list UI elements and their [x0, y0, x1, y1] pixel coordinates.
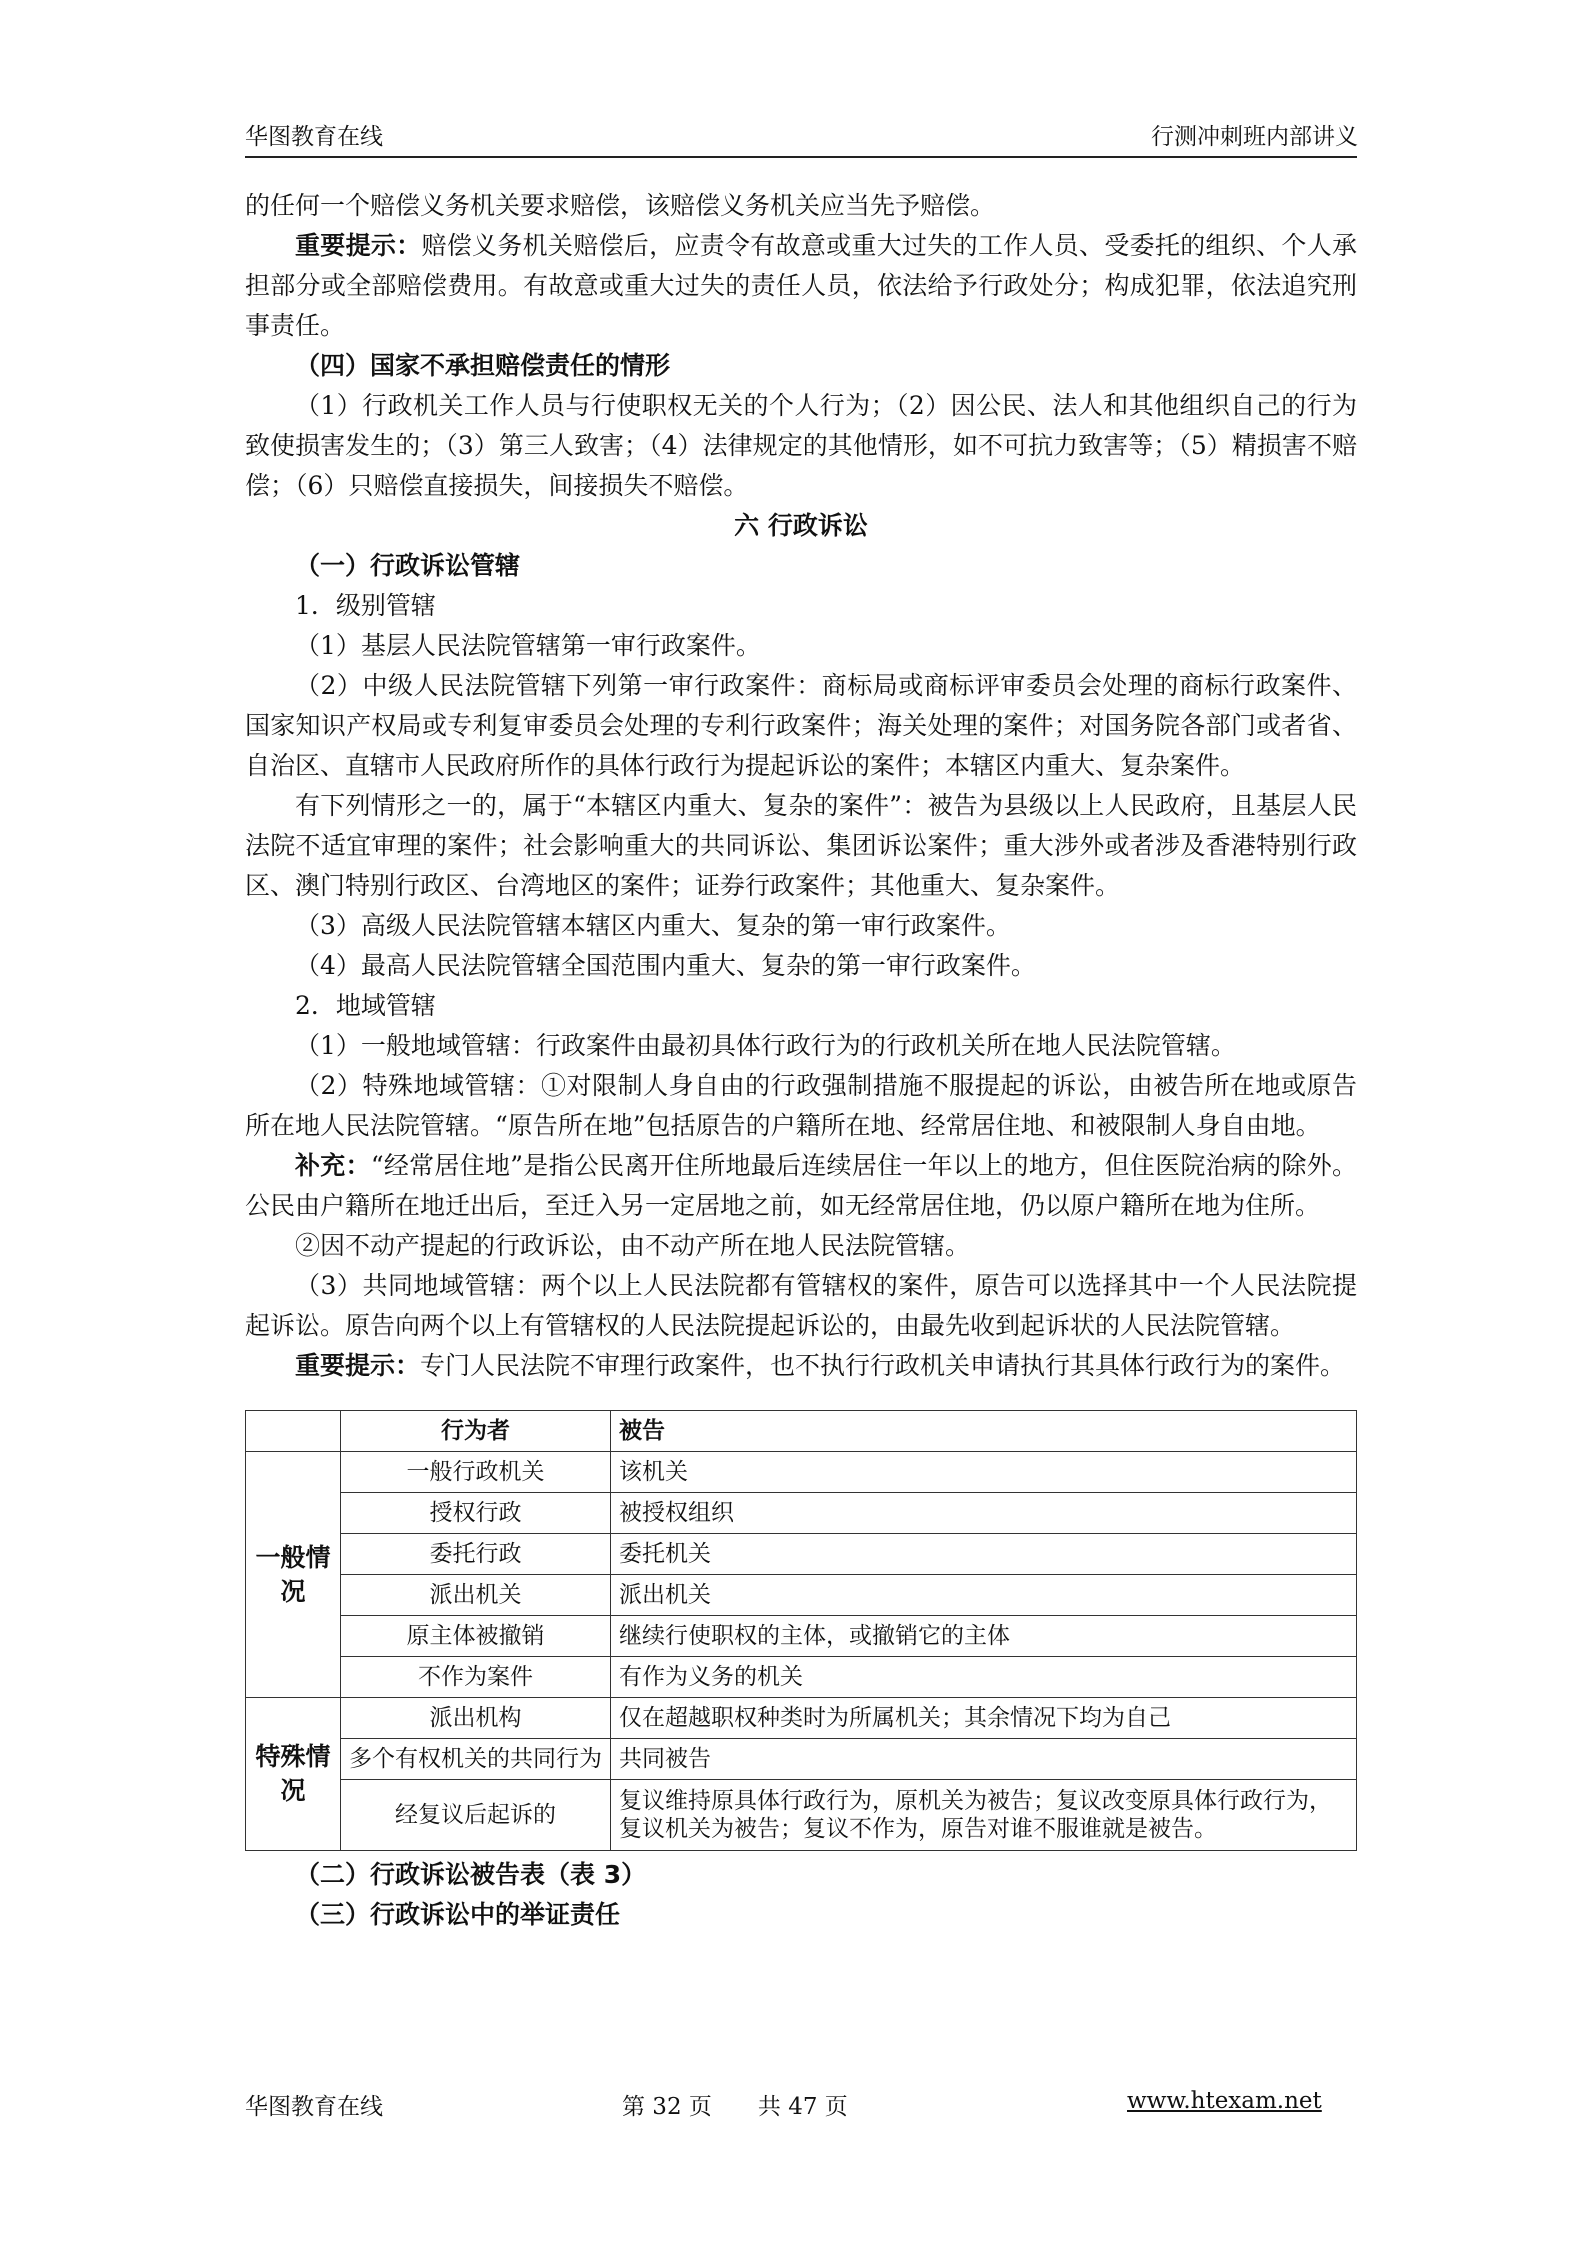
table-row [246, 1698, 1357, 1739]
defendant-cell: 仅在超越职权种类时为所属机关；其余情况下均为自己 [611, 1698, 1357, 1739]
actor-cell: 多个有权机关的共同行为 [341, 1739, 611, 1780]
group-label: 特殊情况 [246, 1698, 341, 1851]
actor-cell: 委托行政 [341, 1534, 611, 1575]
defendant-cell: 共同被告 [611, 1739, 1357, 1780]
group-label: 一般情况 [246, 1452, 341, 1698]
paragraph: 的任何一个赔偿义务机关要求赔偿，该赔偿义务机关应当先予赔偿。 [245, 191, 996, 220]
defendant-cell: 有作为义务的机关 [611, 1657, 1357, 1698]
paragraph: （4）最高人民法院管辖全国范围内重大、复杂的第一审行政案件。 [295, 951, 1036, 980]
defendant-cell: 该机关 [611, 1452, 1357, 1493]
defendant-cell: 复议维持原具体行政行为，原机关为被告；复议改变原具体行政行为，复议机关为被告；复议不作为，原告对谁不服谁就是被告。 [611, 1780, 1357, 1851]
paragraph: （2）中级人民法院管辖下列第一审行政案件：商标局或商标评审委员会处理的商标行政案件、国家知识产权局或专利复审委员会处理的专利行政案件；海关处理的案件；对国务院各部门或者省、自治区、直辖市人民政府所作的具体行政行为提起诉讼的案件；本辖区内重大、复杂案件。 [245, 671, 1357, 780]
actor-cell: 不作为案件 [341, 1657, 611, 1698]
footer-left: 华图教育在线 [245, 2094, 383, 2120]
subsection-heading: 1．级别管辖 [295, 591, 436, 620]
header-rule [245, 156, 1357, 158]
header-left: 华图教育在线 [245, 124, 383, 150]
footer-link[interactable]: www.htexam.net [1127, 2088, 1322, 2114]
note-text: “经常居住地”是指公民离开住所地最后连续居住一年以上的地方，但住医院治病的除外。公民由户籍所在地迁出后，至迁入另一定居地之前，如无经常居住地，仍以原户籍所在地为住所。 [245, 1151, 1357, 1220]
table-row [246, 1739, 1357, 1780]
section-heading: （二）行政诉讼被告表（表 3） [295, 1860, 647, 1889]
paragraph: （3）高级人民法院管辖本辖区内重大、复杂的第一审行政案件。 [295, 911, 1011, 940]
section-heading: （一）行政诉讼管辖 [295, 551, 521, 580]
note-label: 重要提示： [295, 1351, 421, 1380]
actor-cell: 一般行政机关 [341, 1452, 611, 1493]
paragraph: 有下列情形之一的，属于“本辖区内重大、复杂的案件”：被告为县级以上人民政府，且基层人民法院不适宜审理的案件；社会影响重大的共同诉讼、集团诉讼案件；重大涉外或者涉及香港特别行政区、澳门特别行政区、台湾地区的案件；证券行政案件；其他重大、复杂案件。 [245, 791, 1357, 900]
paragraph: （1）行政机关工作人员与行使职权无关的个人行为；（2）因公民、法人和其他组织自己的行为致使损害发生的；（3）第三人致害；（4）法律规定的其他情形，如不可抗力致害等；（5）精损害不赔偿；（6）只赔偿直接损失，间接损失不赔偿。 [245, 391, 1357, 500]
important-note [245, 1346, 1357, 1386]
paragraph: （3）共同地域管辖：两个以上人民法院都有管辖权的案件，原告可以选择其中一个人民法院提起诉讼。原告向两个以上有管辖权的人民法院提起诉讼的，由最先收到起诉状的人民法院管辖。 [245, 1271, 1357, 1340]
table-row [246, 1493, 1357, 1534]
important-note [245, 226, 1357, 346]
defendant-cell: 被授权组织 [611, 1493, 1357, 1534]
header-right: 行测冲刺班内部讲义 [1151, 124, 1358, 150]
actor-cell: 原主体被撤销 [341, 1616, 611, 1657]
table-header-row [246, 1411, 1357, 1452]
column-header: 行为者 [341, 1411, 611, 1452]
note-label: 重要提示： [295, 231, 422, 260]
subsection-heading: 2．地域管辖 [295, 991, 436, 1020]
table-row [246, 1575, 1357, 1616]
actor-cell: 派出机关 [341, 1575, 611, 1616]
defendant-cell: 委托机关 [611, 1534, 1357, 1575]
table-corner-cell [246, 1411, 341, 1452]
table-row [246, 1780, 1357, 1851]
note-text: 专门人民法院不审理行政案件，也不执行行政机关申请执行其具体行政行为的案件。 [420, 1351, 1346, 1380]
paragraph: ②因不动产提起的行政诉讼，由不动产所在地人民法院管辖。 [295, 1231, 971, 1260]
table-row [246, 1452, 1357, 1493]
defendant-cell: 派出机关 [611, 1575, 1357, 1616]
paragraph: （2）特殊地域管辖：①对限制人身自由的行政强制措施不服提起的诉讼，由被告所在地或原告所在地人民法院管辖。“原告所在地”包括原告的户籍所在地、经常居住地、和被限制人身自由地。 [245, 1071, 1357, 1140]
supplement-note [245, 1146, 1357, 1226]
defendant-table [245, 1410, 1357, 1851]
chapter-heading: 六 行政诉讼 [734, 511, 868, 540]
actor-cell: 派出机构 [341, 1698, 611, 1739]
section-heading: （三）行政诉讼中的举证责任 [295, 1900, 621, 1929]
table-row [246, 1657, 1357, 1698]
actor-cell: 经复议后起诉的 [341, 1780, 611, 1851]
column-header: 被告 [611, 1411, 1357, 1452]
paragraph: （1）基层人民法院管辖第一审行政案件。 [295, 631, 761, 660]
defendant-cell: 继续行使职权的主体，或撤销它的主体 [611, 1616, 1357, 1657]
note-text: 赔偿义务机关赔偿后，应责令有故意或重大过失的工作人员、受委托的组织、个人承担部分或全部赔偿费用。有故意或重大过失的责任人员，依法给予行政处分；构成犯罪，依法追究刑事责任。 [245, 231, 1357, 340]
paragraph: （1）一般地域管辖：行政案件由最初具体行政行为的行政机关所在地人民法院管辖。 [295, 1031, 1236, 1060]
page-body [245, 186, 1357, 1935]
section-heading: （四）国家不承担赔偿责任的情形 [295, 351, 671, 380]
actor-cell: 授权行政 [341, 1493, 611, 1534]
table-row [246, 1534, 1357, 1575]
page-number: 第 32 页 共 47 页 [622, 2094, 848, 2120]
note-label: 补充： [295, 1151, 371, 1180]
table-row [246, 1616, 1357, 1657]
